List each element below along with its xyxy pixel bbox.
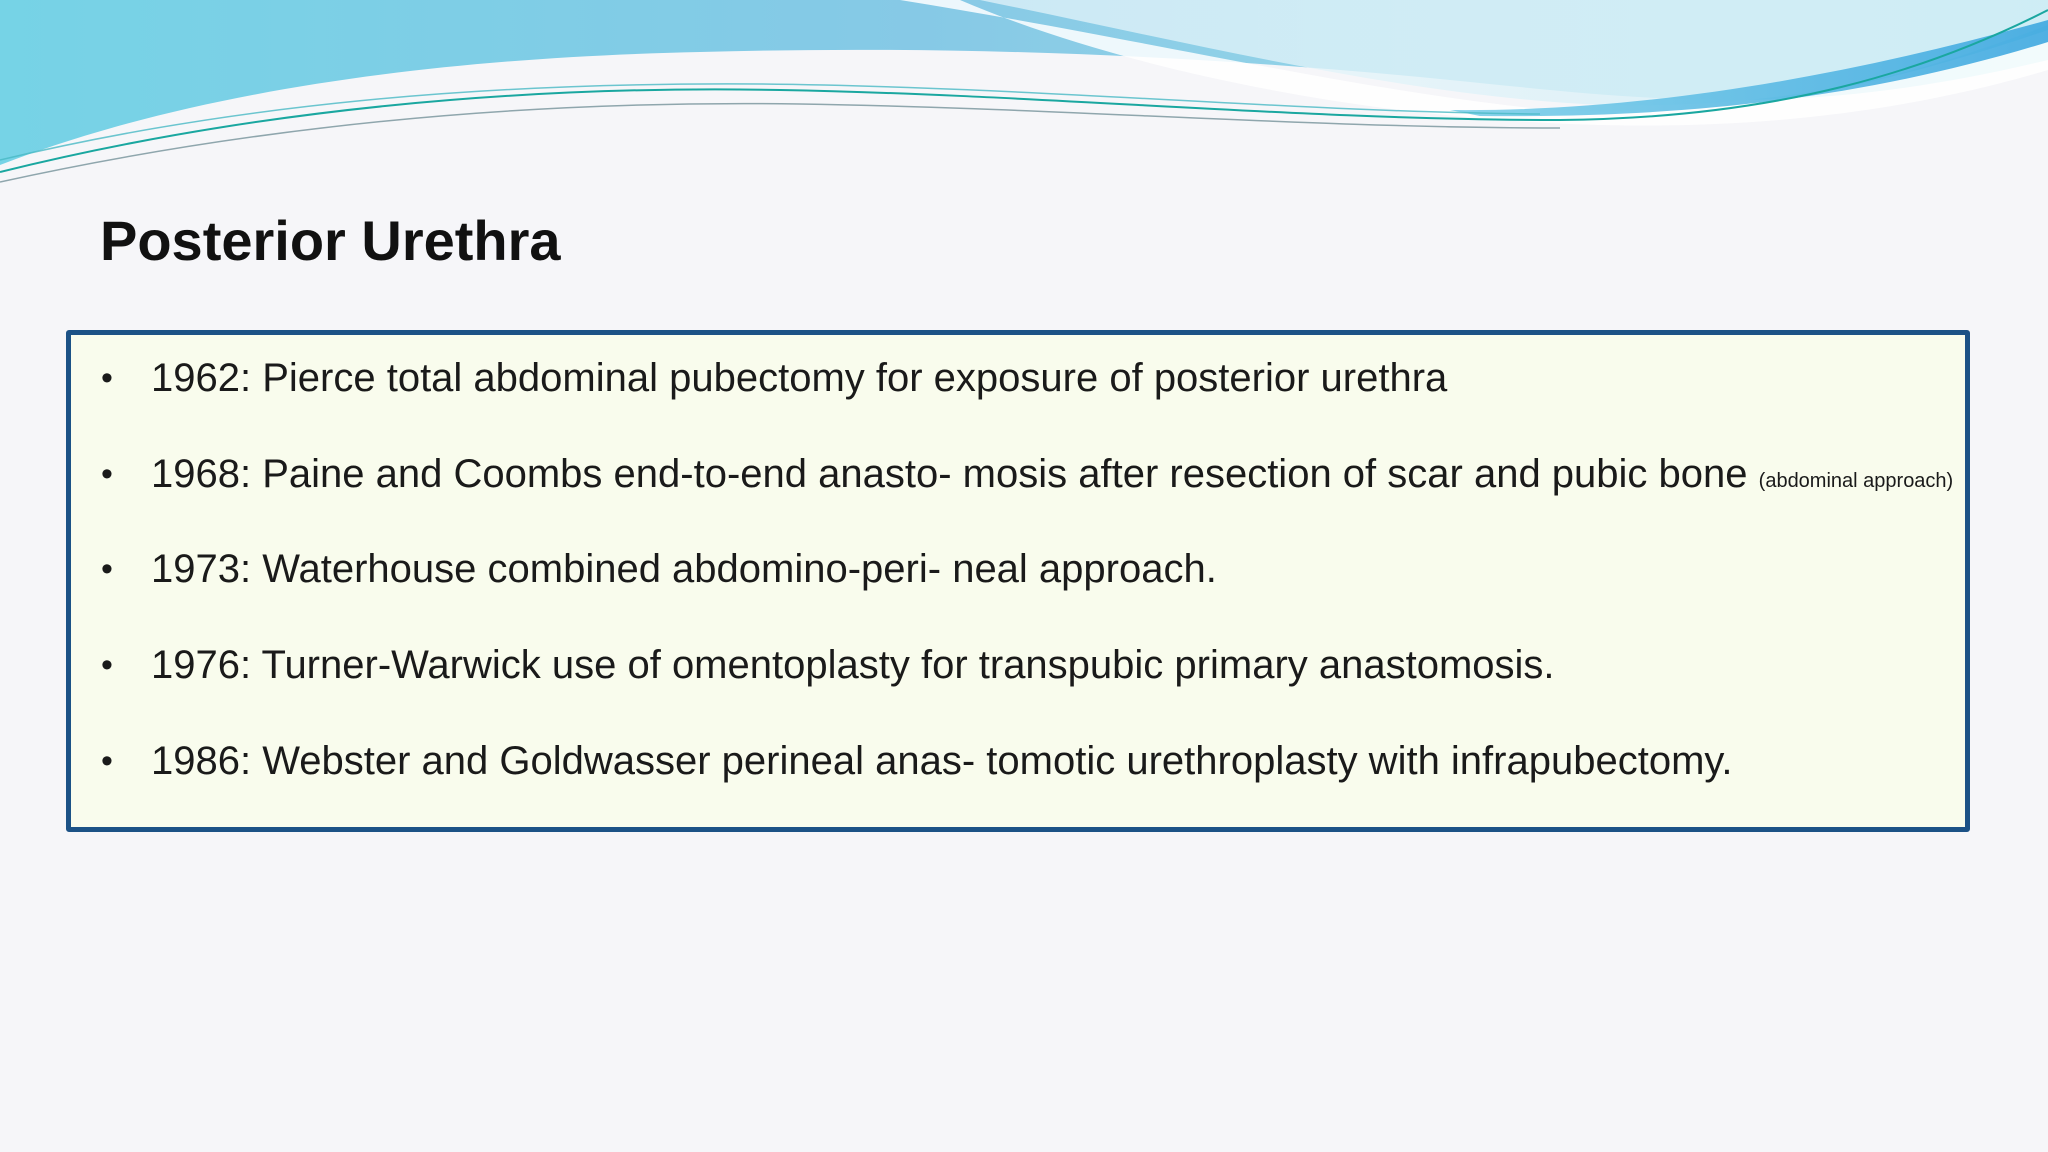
bullet-text: 1986: Webster and Goldwasser perineal anas- tomotic urethroplasty with infrapubectomy. [151,739,1733,783]
list-item [71,444,1965,504]
list-item [71,731,1965,791]
bullet-dot-icon: • [101,359,113,397]
list-item [71,539,1965,599]
bullet-text: 1968: Paine and Coombs end-to-end anasto- mosis after resection of scar and pubic bone [151,452,1748,496]
slide-title: Posterior Urethra [100,209,561,272]
bullet-dot-icon: • [101,646,113,684]
bullet-dot-icon: • [101,550,113,588]
header-wave-decoration [0,0,2048,200]
bullet-text-with-note [151,444,1953,511]
list-item [71,635,1965,695]
bullet-note: (abdominal approach) [1758,470,1954,492]
bullet-text: 1962: Pierce total abdominal pubectomy for exposure of posterior urethra [151,356,1448,400]
bullet-dot-icon: • [101,455,113,493]
bullet-box [66,330,1970,832]
list-item [71,348,1965,408]
bullet-text: 1976: Turner-Warwick use of omentoplasty for transpubic primary anastomosis. [151,643,1555,687]
bullet-dot-icon: • [101,742,113,780]
bullet-text: 1973: Waterhouse combined abdomino-peri- neal approach. [151,547,1217,591]
